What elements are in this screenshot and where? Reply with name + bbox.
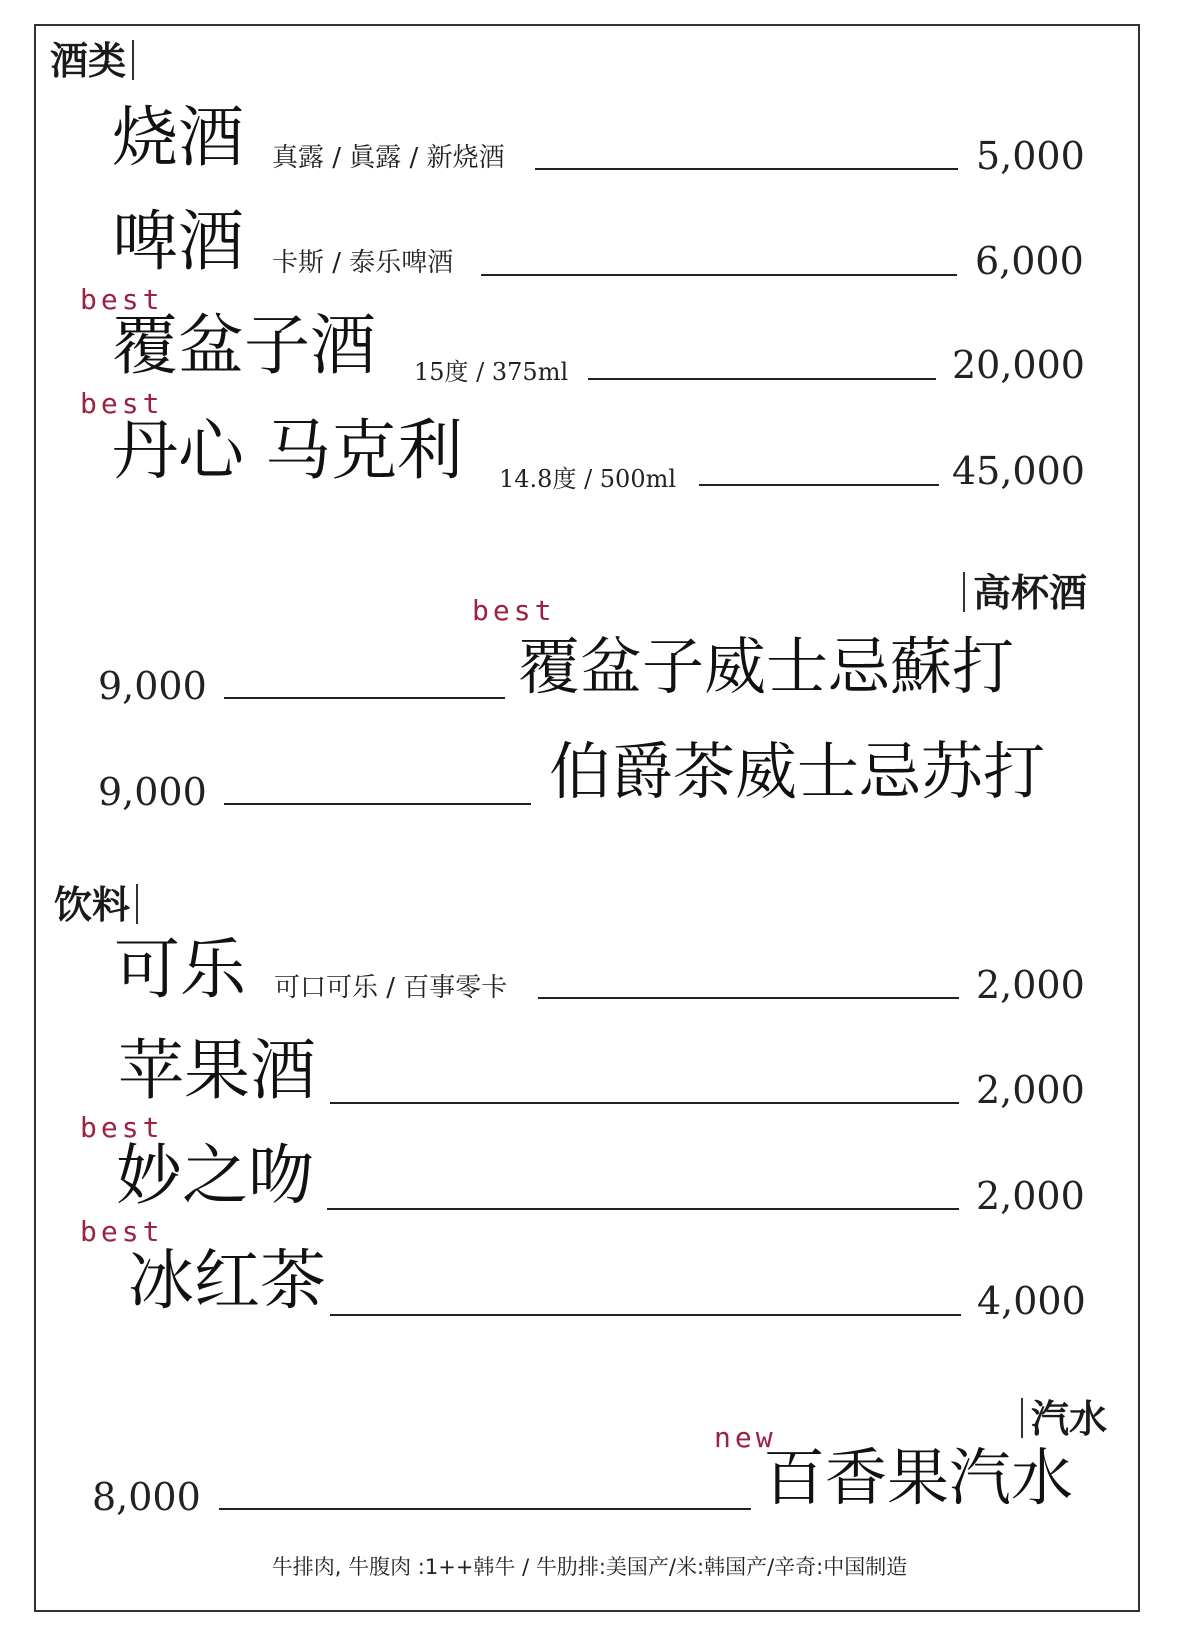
best-tag: best: [80, 1111, 164, 1144]
menu-item-desc: 卡斯 / 泰乐啤酒: [272, 248, 454, 278]
menu-item-desc: 真露 / 眞露 / 新烧酒: [272, 143, 505, 173]
leader-line: [330, 1102, 959, 1104]
menu-item-name: 覆盆子威士忌蘇打: [518, 630, 1015, 703]
section-divider: [963, 572, 965, 612]
menu-item-price: 45,000: [952, 449, 1085, 493]
section-divider: [1021, 1398, 1023, 1438]
best-tag: best: [80, 387, 164, 420]
section-divider: [132, 40, 134, 80]
menu-item-name: 百香果汽水: [763, 1441, 1074, 1514]
section-header-soda: [1021, 1397, 1108, 1441]
menu-item-desc: 14.8度 / 500ml: [499, 465, 677, 493]
leader-line: [588, 378, 936, 380]
leader-line: [481, 274, 957, 276]
menu-item-name: 伯爵茶威士忌苏打: [549, 735, 1046, 808]
footer-origin-note: 牛排肉, 牛腹肉 :1++韩牛 / 牛肋排:美国产/米:韩国产/辛奇:中国制造: [271, 1555, 908, 1579]
leader-line: [224, 697, 505, 699]
menu-item-name: 冰红茶: [128, 1242, 326, 1319]
best-tag: best: [80, 1215, 164, 1248]
section-divider: [136, 884, 138, 924]
menu-item-price: 2,000: [976, 1174, 1085, 1218]
menu-item-price: 9,000: [98, 770, 207, 814]
section-header-liquor: [50, 39, 134, 83]
menu-item-price: 2,000: [976, 1068, 1085, 1112]
menu-item-price: 5,000: [976, 134, 1085, 178]
menu-item-name: 丹心 马克利: [112, 412, 463, 489]
menu-item-desc: 15度 / 375ml: [414, 358, 569, 386]
menu-item-desc: 可口可乐 / 百事零卡: [274, 973, 508, 1003]
section-header-drinks: [54, 883, 138, 927]
menu-item-name: 啤酒: [112, 203, 244, 280]
menu-item-price: 4,000: [977, 1279, 1086, 1323]
menu-item-name: 覆盆子酒: [112, 307, 376, 384]
leader-line: [327, 1208, 959, 1210]
menu-item-name: 烧酒: [112, 99, 244, 176]
leader-line: [219, 1508, 751, 1510]
leader-line: [699, 484, 939, 486]
section-title-soda: 汽水: [1031, 1397, 1108, 1441]
new-tag: new: [714, 1421, 777, 1454]
leader-line: [538, 997, 959, 999]
best-tag: best: [472, 594, 556, 627]
menu-item-price: 2,000: [976, 963, 1085, 1007]
menu-item-name: 可乐: [114, 931, 246, 1008]
section-title-liquor: 酒类: [50, 39, 127, 83]
section-title-drinks: 饮料: [54, 883, 131, 927]
leader-line: [224, 803, 531, 805]
menu-item-price: 6,000: [975, 239, 1084, 283]
leader-line: [330, 1314, 961, 1316]
leader-line: [535, 168, 958, 170]
menu-item-name: 妙之吻: [116, 1137, 314, 1214]
best-tag: best: [80, 283, 164, 316]
menu-item-name: 苹果酒: [118, 1032, 316, 1109]
menu-item-price: 9,000: [98, 664, 207, 708]
menu-item-price: 20,000: [952, 343, 1085, 387]
section-header-highball: [963, 571, 1088, 615]
menu-item-price: 8,000: [92, 1475, 201, 1519]
section-title-highball: 高杯酒: [973, 571, 1088, 615]
